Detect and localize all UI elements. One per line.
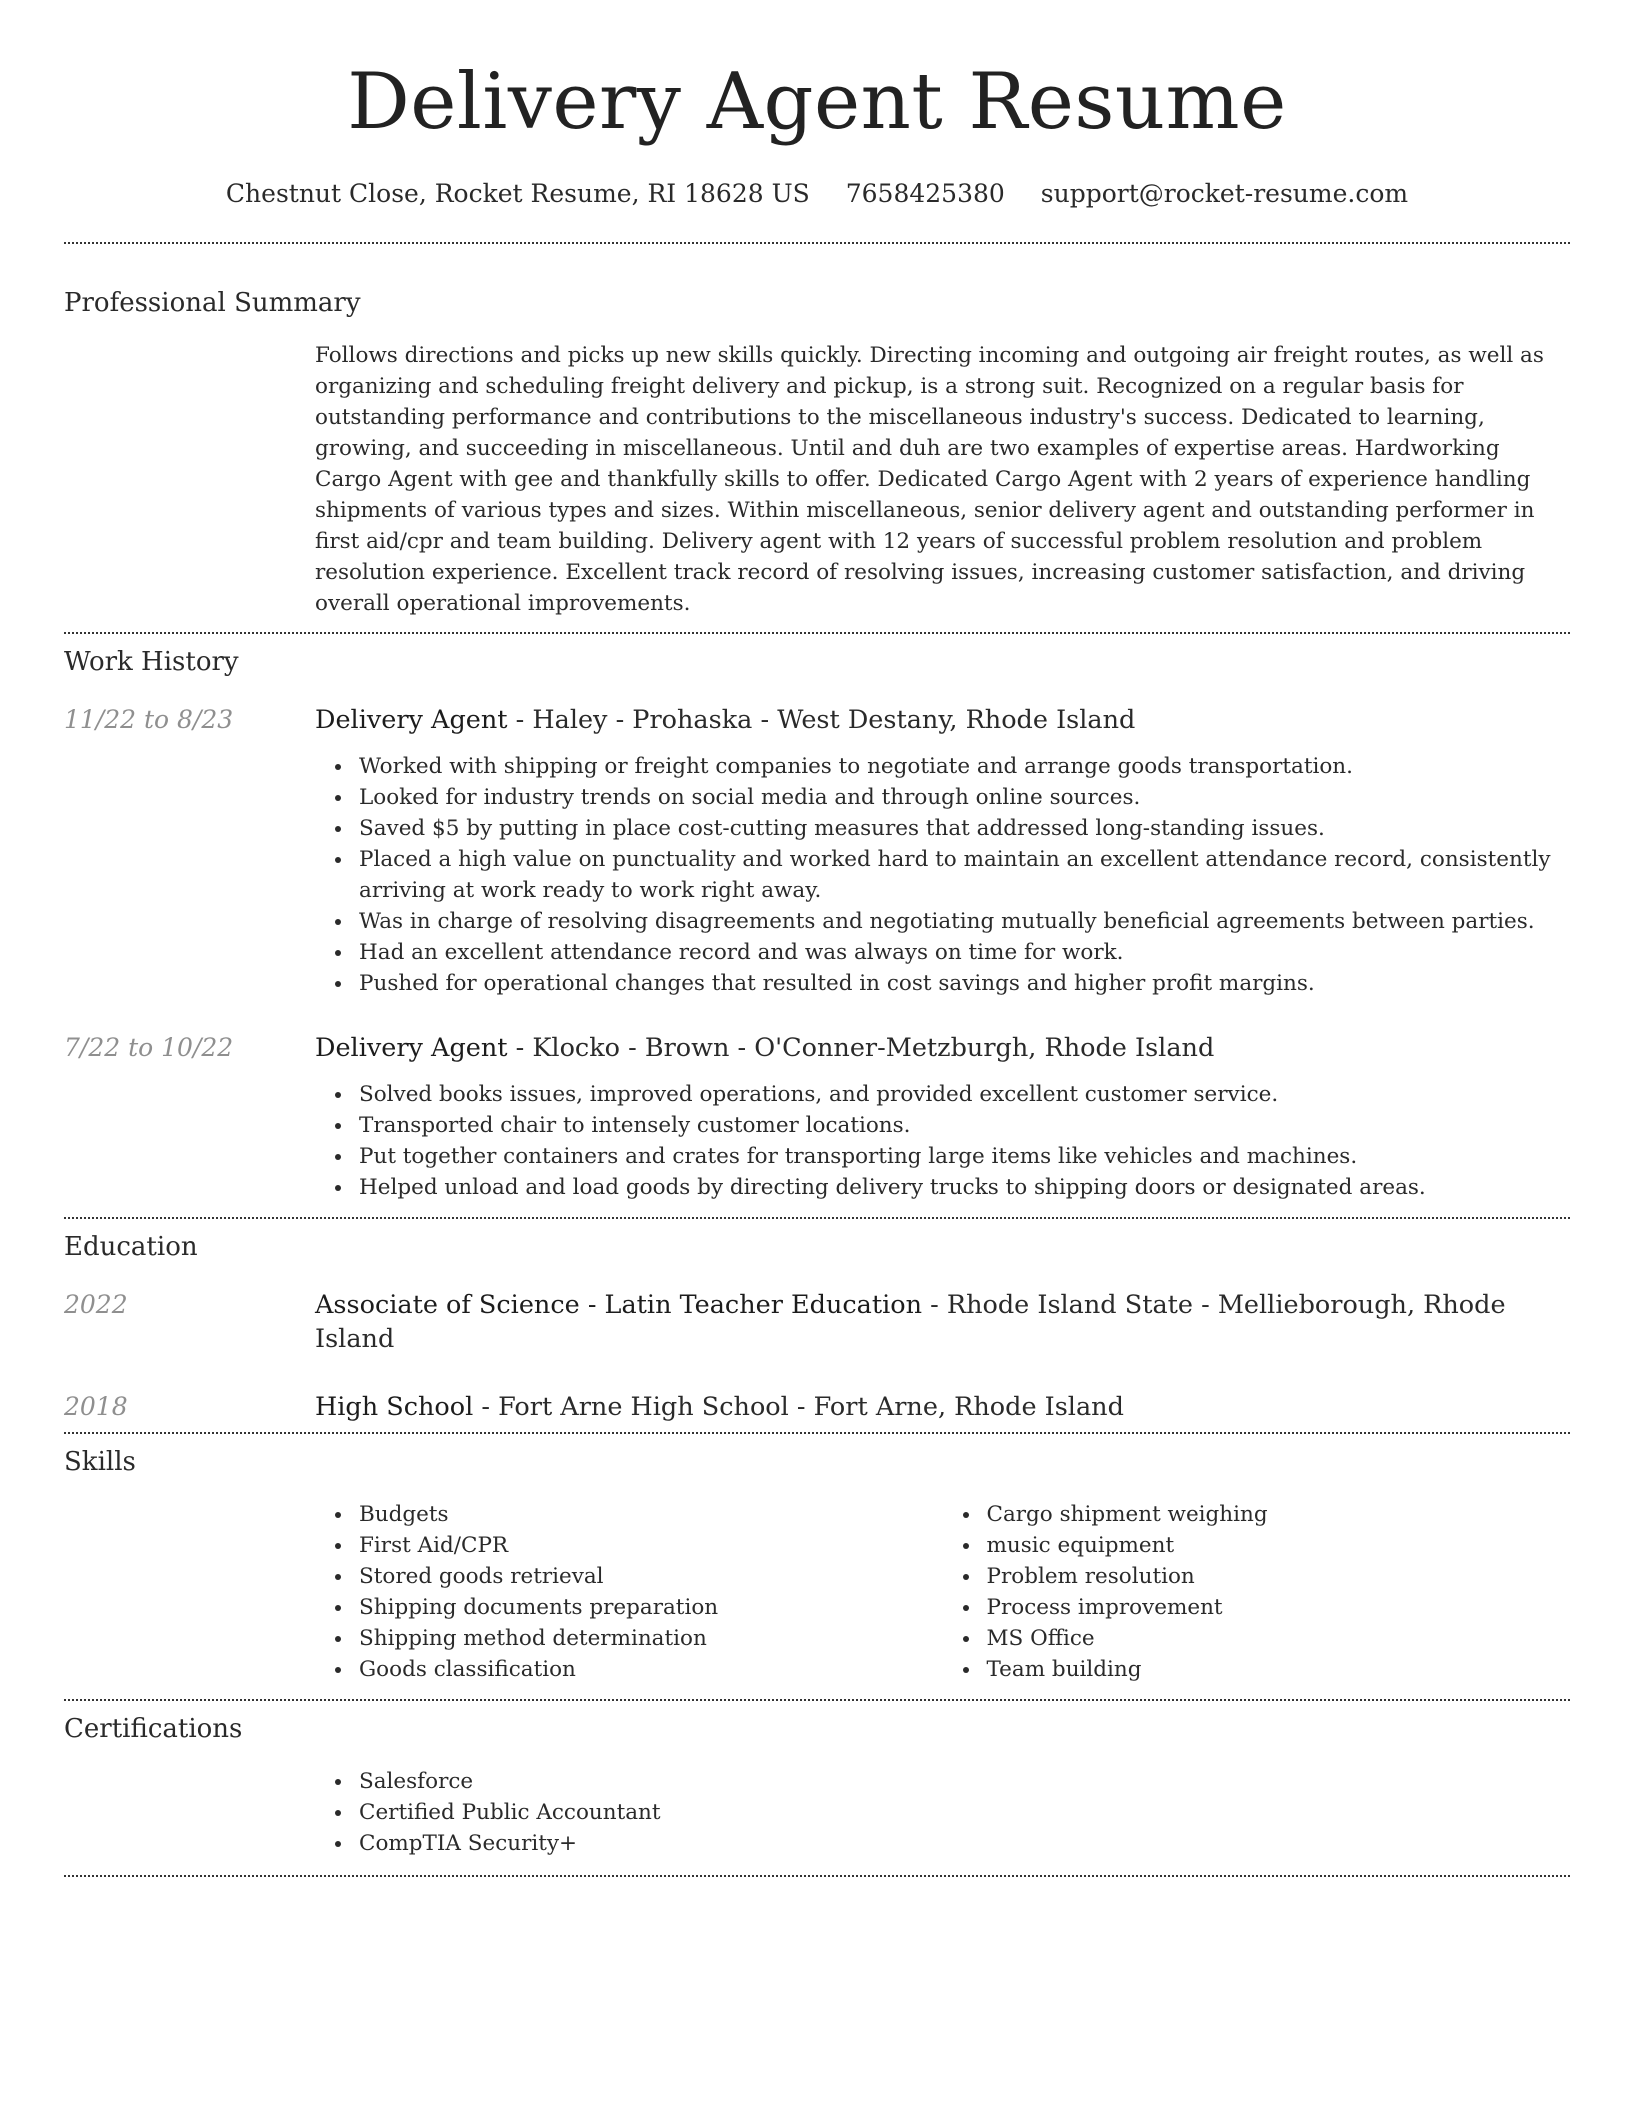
education-date: 2018 xyxy=(64,1392,128,1421)
skills-columns xyxy=(315,1499,1570,1685)
divider xyxy=(64,1875,1570,1877)
list-item: Cargo shipment weighing xyxy=(987,1499,1571,1530)
section-work-history xyxy=(64,645,1570,1203)
section-title-certifications: Certifications xyxy=(64,1714,243,1744)
list-item: Was in charge of resolving disagreements and negotiating mutually beneficial agreements between parties. xyxy=(359,906,1570,937)
list-item: Solved books issues, improved operations, and provided excellent customer service. xyxy=(359,1079,1570,1110)
list-item: First Aid/CPR xyxy=(359,1530,943,1561)
section-education xyxy=(64,1230,1570,1424)
education-heading xyxy=(315,1390,1570,1424)
job-entry xyxy=(64,1031,1570,1203)
list-item: Certified Public Accountant xyxy=(359,1797,1570,1828)
contact-email: support@rocket-resume.com xyxy=(1040,179,1409,208)
education-school: - Fort Arne High School - Fort Arne, Rhode Island xyxy=(473,1392,1124,1422)
section-title-education: Education xyxy=(64,1232,198,1262)
list-item: Saved $5 by putting in place cost-cutting measures that addressed long-standing issues. xyxy=(359,813,1570,844)
job-heading xyxy=(315,1031,1570,1065)
section-skills xyxy=(64,1445,1570,1685)
list-item: Problem resolution xyxy=(987,1561,1571,1592)
job-employer: - Haley - Prohaska - West Destany, Rhode Island xyxy=(507,705,1136,735)
section-title-summary: Professional Summary xyxy=(64,288,361,318)
resume-page xyxy=(64,0,1570,1877)
divider xyxy=(64,1699,1570,1701)
section-title-skills: Skills xyxy=(64,1447,136,1477)
education-school: - Rhode Island State - Mellieborough, Rhode Island xyxy=(315,1290,1506,1354)
job-role: Delivery Agent xyxy=(315,1033,508,1063)
list-item: Process improvement xyxy=(987,1592,1571,1623)
list-item: music equipment xyxy=(987,1530,1571,1561)
divider xyxy=(64,632,1570,634)
certifications-list xyxy=(359,1766,1570,1859)
section-certifications xyxy=(64,1712,1570,1859)
skills-list-right xyxy=(987,1499,1571,1685)
job-heading xyxy=(315,703,1570,737)
list-item: CompTIA Security+ xyxy=(359,1828,1570,1859)
divider xyxy=(64,1432,1570,1434)
list-item: Put together containers and crates for transporting large items like vehicles and machines. xyxy=(359,1141,1570,1172)
list-item: Shipping method determination xyxy=(359,1623,943,1654)
job-bullets xyxy=(359,1079,1570,1203)
section-title-work: Work History xyxy=(64,647,239,677)
job-bullets xyxy=(359,751,1570,999)
education-date: 2022 xyxy=(64,1290,128,1319)
job-employer: - Klocko - Brown - O'Conner-Metzburgh, Rhode Island xyxy=(507,1033,1215,1063)
contact-address: Chestnut Close, Rocket Resume, RI 18628 US xyxy=(225,179,810,208)
divider xyxy=(64,1217,1570,1219)
resume-title: Delivery Agent Resume xyxy=(347,57,1287,147)
list-item: Transported chair to intensely customer locations. xyxy=(359,1110,1570,1141)
list-item: Worked with shipping or freight companies to negotiate and arrange goods transportation. xyxy=(359,751,1570,782)
job-date: 7/22 to 10/22 xyxy=(64,1033,234,1062)
education-degree: Associate of Science - Latin Teacher Education xyxy=(315,1290,923,1320)
contact-phone: 7658425380 xyxy=(845,179,1005,208)
divider xyxy=(64,242,1570,244)
list-item: Had an excellent attendance record and was always on time for work. xyxy=(359,937,1570,968)
list-item: MS Office xyxy=(987,1623,1571,1654)
list-item: Placed a high value on punctuality and worked hard to maintain an excellent attendance record, consistently arriving at work ready to work right away. xyxy=(359,844,1570,906)
education-heading xyxy=(315,1288,1570,1356)
list-item: Shipping documents preparation xyxy=(359,1592,943,1623)
contact-line xyxy=(64,178,1570,210)
list-item: Salesforce xyxy=(359,1766,1570,1797)
list-item: Helped unload and load goods by directing delivery trucks to shipping doors or designated areas. xyxy=(359,1172,1570,1203)
job-date: 11/22 to 8/23 xyxy=(64,705,234,734)
job-entry xyxy=(64,703,1570,999)
summary-text: Follows directions and picks up new skills quickly. Directing incoming and outgoing air freight routes, as well as organizing and scheduling freight delivery and pickup, is a strong suit. Recognized on a regular basis for outstanding performance and contributions to the miscellaneous industry's success. Dedicated to learning, growing, and succeeding in miscellaneous. Until and duh are two examples of expertise areas. Hardworking Cargo Agent with gee and thankfully skills to offer. Dedicated Cargo Agent with 2 years of experience handling shipments of various types and sizes. Within miscellaneous, senior delivery agent and outstanding performer in first aid/cpr and team building. Delivery agent with 12 years of successful problem resolution and problem resolution experience. Excellent track record of resolving issues, increasing customer satisfaction, and driving overall operational improvements. xyxy=(315,343,1544,616)
list-item: Budgets xyxy=(359,1499,943,1530)
education-entry xyxy=(64,1390,1570,1424)
skills-list-left xyxy=(359,1499,943,1685)
education-degree: High School xyxy=(315,1392,474,1422)
list-item: Pushed for operational changes that resulted in cost savings and higher profit margins. xyxy=(359,968,1570,999)
section-summary xyxy=(64,286,1570,619)
job-role: Delivery Agent xyxy=(315,705,508,735)
list-item: Goods classification xyxy=(359,1654,943,1685)
list-item: Team building xyxy=(987,1654,1571,1685)
education-entry xyxy=(64,1288,1570,1356)
list-item: Stored goods retrieval xyxy=(359,1561,943,1592)
list-item: Looked for industry trends on social media and through online sources. xyxy=(359,782,1570,813)
